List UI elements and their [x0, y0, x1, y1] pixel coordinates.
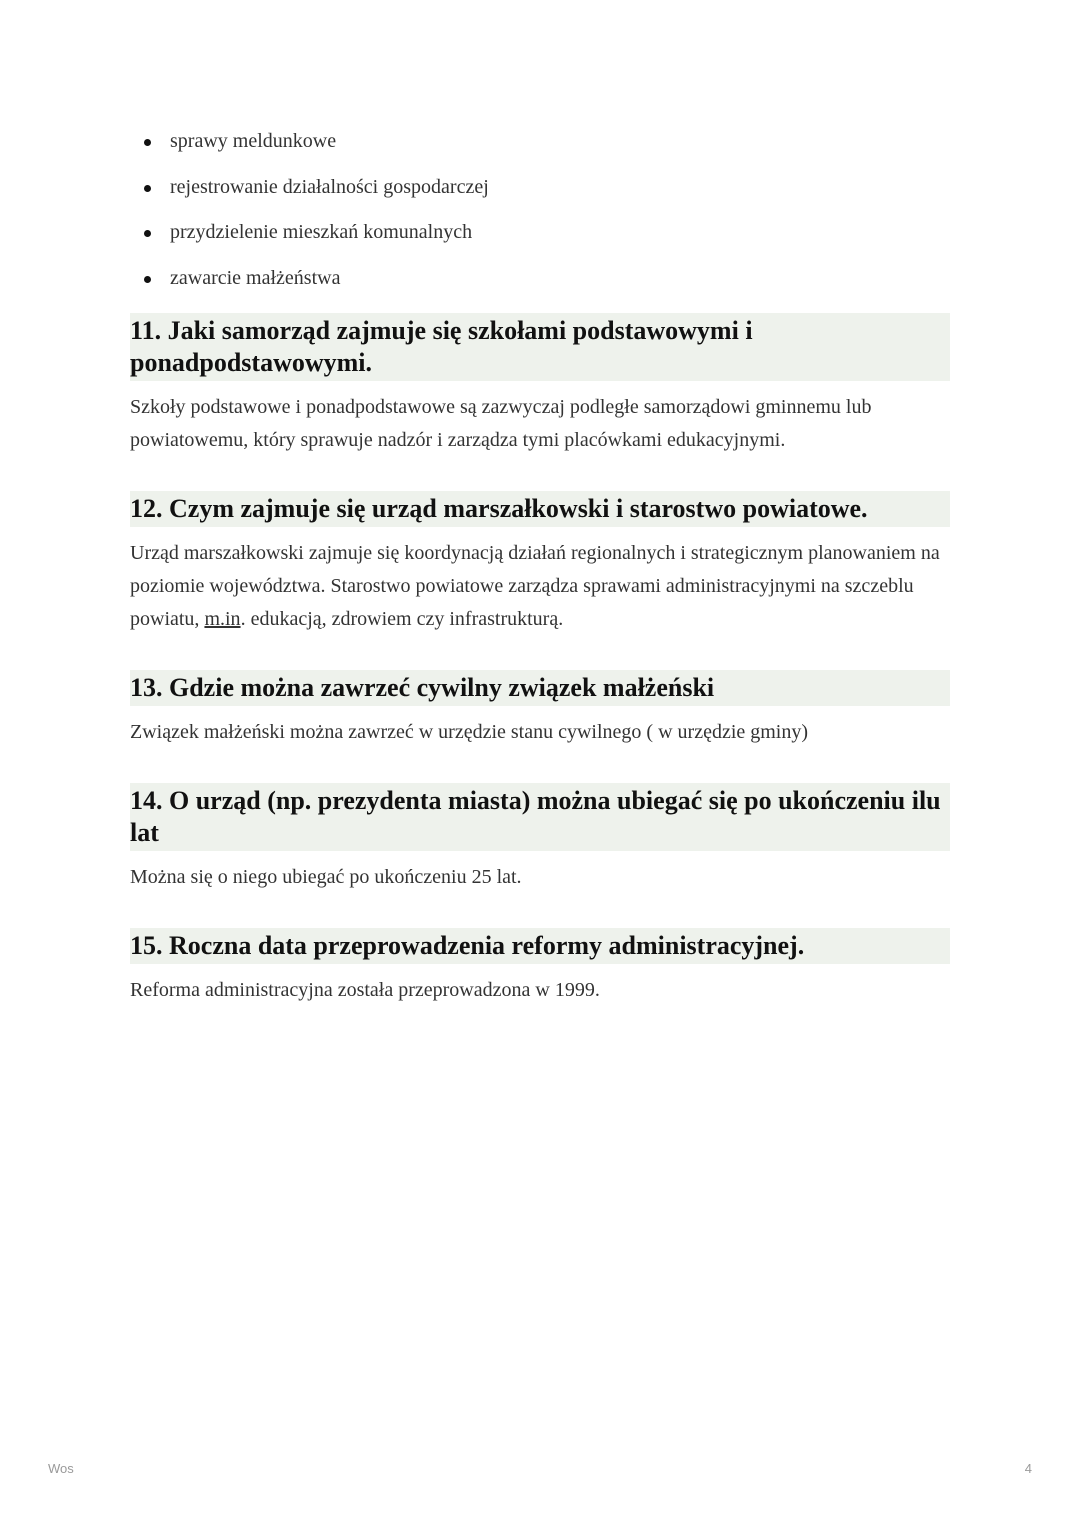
answer-text: Urząd marszałkowski zajmuje się koordynacją działań regionalnych i strategicznym planowaniem na poziomie województwa. Starostwo powiatowe zarządza sprawami administracyjnymi na szczeblu powiatu, [130, 541, 940, 630]
question-13 [130, 670, 950, 749]
bullet-list [130, 128, 950, 291]
list-item: przydzielenie mieszkań komunalnych [130, 219, 950, 245]
question-heading: 13. Gdzie można zawrzeć cywilny związek małżeński [130, 670, 950, 706]
question-answer: Można się o niego ubiegać po ukończeniu 25 lat. [130, 865, 522, 888]
question-answer: Związek małżeński można zawrzeć w urzędzie stanu cywilnego ( w urzędzie gminy) [130, 720, 809, 743]
question-15 [130, 928, 950, 1007]
question-answer: Reforma administracyjna została przeprowadzona w 1999. [130, 978, 600, 1001]
document-content [130, 128, 950, 1041]
question-heading: 14. O urząd (np. prezydenta miasta) można ubiegać się po ukończeniu ilu lat [130, 783, 950, 851]
footer-page-number: 4 [1024, 1461, 1032, 1476]
question-heading: 11. Jaki samorząd zajmuje się szkołami podstawowymi i ponadpodstawowymi. [130, 313, 950, 381]
question-heading: 15. Roczna data przeprowadzenia reformy administracyjnej. [130, 928, 950, 964]
list-item: sprawy meldunkowe [130, 128, 950, 154]
underlined-abbreviation: m.in [204, 607, 241, 630]
answer-text: . edukacją, zdrowiem czy infrastrukturą. [240, 607, 564, 630]
question-answer: Szkoły podstawowe i ponadpodstawowe są zazwyczaj podległe samorządowi gminnemu lub powiatowemu, który sprawuje nadzór i zarządza tymi placówkami edukacyjnymi. [130, 395, 872, 451]
question-12 [130, 491, 950, 636]
question-heading: 12. Czym zajmuje się urząd marszałkowski i starostwo powiatowe. [130, 491, 950, 527]
list-item: rejestrowanie działalności gospodarczej [130, 174, 950, 200]
question-14 [130, 783, 950, 894]
question-answer [130, 537, 950, 636]
list-item: zawarcie małżeństwa [130, 265, 950, 291]
question-11 [130, 313, 950, 457]
footer-document-title: Wos [48, 1461, 74, 1476]
